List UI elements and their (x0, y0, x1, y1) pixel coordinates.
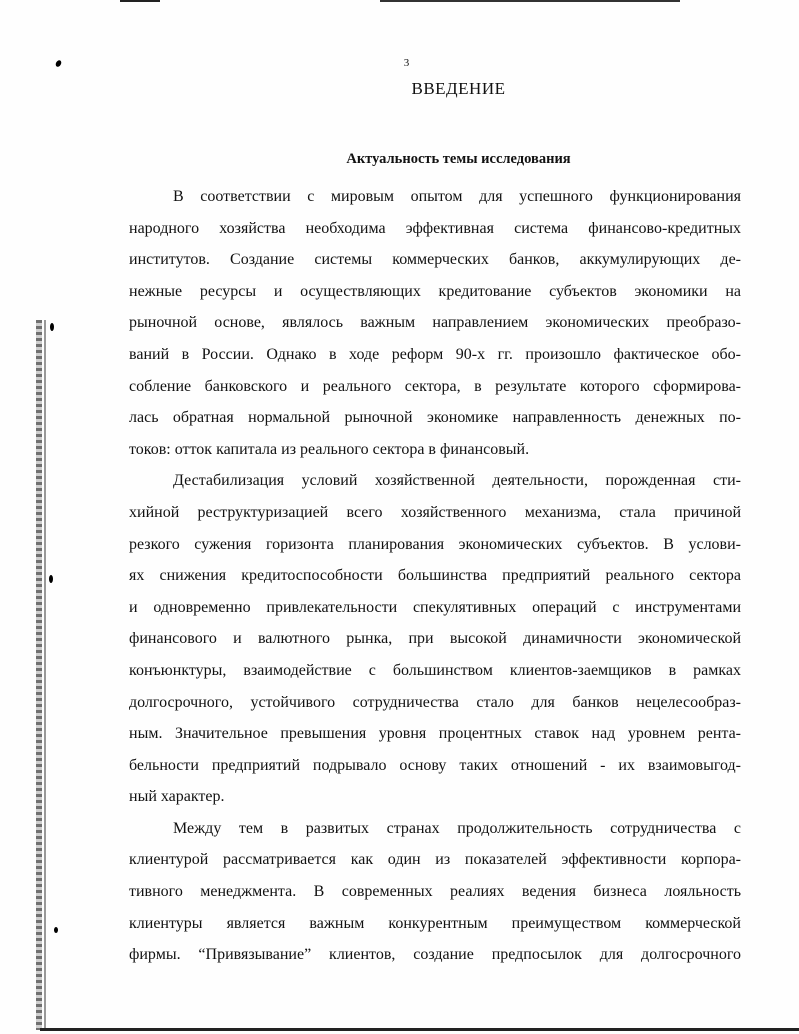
text-line: ях снижения кредитоспособности большинства предприятий реального сектора (129, 567, 741, 585)
text-line: Между тем в развитых странах продолжительность сотрудничества с (173, 819, 741, 837)
text-line: рыночной основе, являлось важным направлением экономических преобразо- (129, 314, 741, 332)
text-line: народного хозяйства необходима эффективная система финансово-кредитных (129, 219, 741, 237)
text-line: бельности предприятий подрывало основу таких отношений - их взаимовыгод- (129, 756, 741, 774)
text-line: клиентуры является важным конкурентным преимуществом коммерческой (129, 914, 741, 932)
text-line: ваний в России. Однако в ходе реформ 90-х гг. произошло фактическое обо- (129, 345, 741, 363)
text-line: нежные ресурсы и осуществляющих кредитование субъектов экономики на (129, 282, 741, 300)
scan-artifact-top (120, 0, 160, 2)
text-line: Дестабилизация условий хозяйственной деятельности, порожденная сти- (173, 472, 741, 490)
scan-artifact-left-edge-2 (44, 320, 46, 1030)
text-line: клиентурой рассматривается как один из показателей эффективности корпора- (129, 851, 741, 869)
text-line: хийной реструктуризацией всего хозяйственного механизма, стала причиной (129, 503, 741, 521)
page-number: 3 (403, 57, 410, 69)
text-line: и одновременно привлекательности спекулятивных операций с инструментами (129, 598, 741, 616)
text-line: долгосрочного, устойчивого сотрудничества стало для банков нецелесообраз- (129, 693, 741, 711)
scan-speck (50, 323, 54, 331)
text-line: резкого сужения горизонта планирования экономических субъектов. В услови- (129, 535, 741, 553)
text-line: фирмы. “Привязывание” клиентов, создание предпосылок для долгосрочного (129, 946, 741, 964)
text-line: ным. Значительное превышения уровня процентных ставок над уровнем рента- (129, 725, 741, 743)
scan-artifact-bottom (40, 1028, 799, 1031)
text-line: тивного менеджмента. В современных реалиях ведения бизнеса лояльность (129, 883, 741, 901)
body-text (129, 186, 741, 976)
text-line: институтов. Создание системы коммерческих банков, аккумулирующих де- (129, 251, 741, 269)
text-line: ный характер. (129, 788, 225, 806)
text-line: В соответствии с мировым опытом для успешного функционирования (173, 188, 741, 205)
page-title: ВВЕДЕНИЕ (411, 79, 506, 98)
text-line: финансового и валютного рынка, при высокой динамичности экономической (129, 630, 741, 648)
text-line: конъюнктуры, взаимодействие с большинством клиентов-заемщиков в рамках (129, 661, 741, 679)
text-line: лась обратная нормальной рыночной экономике направленность денежных по- (129, 409, 741, 427)
scan-artifact-left-edge (36, 320, 42, 1030)
section-heading: Актуальность темы исследования (346, 151, 571, 167)
text-line: токов: отток капитала из реального сектора в финансовый. (129, 440, 530, 458)
text-line: собление банковского и реального сектора, в результате которого сформирова- (129, 377, 741, 395)
scan-speck (54, 927, 58, 933)
scan-artifact-top-2 (380, 0, 680, 2)
scan-speck (49, 575, 53, 583)
